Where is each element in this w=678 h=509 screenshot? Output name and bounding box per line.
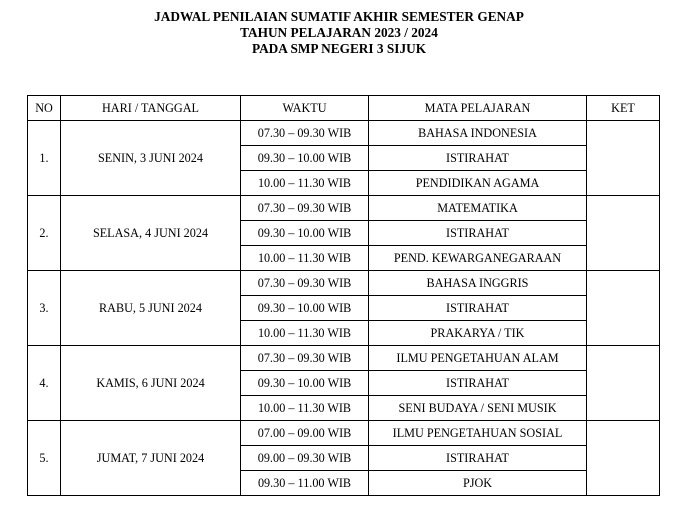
table-row xyxy=(28,196,660,221)
ket-cell xyxy=(587,271,660,346)
time-cell: 07.30 – 09.30 WIB xyxy=(241,121,369,146)
subject-cell: BAHASA INDONESIA xyxy=(369,121,587,146)
time-cell: 09.30 – 10.00 WIB xyxy=(241,296,369,321)
time-cell: 10.00 – 11.30 WIB xyxy=(241,171,369,196)
ket-cell xyxy=(587,121,660,196)
time-cell: 09.30 – 10.00 WIB xyxy=(241,146,369,171)
document-title-line-3: PADA SMP NEGERI 3 SIJUK xyxy=(251,41,427,56)
ket-cell xyxy=(587,421,660,496)
time-cell: 07.30 – 09.30 WIB xyxy=(241,271,369,296)
time-cell: 09.30 – 10.00 WIB xyxy=(241,221,369,246)
exam-schedule-table xyxy=(27,95,660,496)
day-date: RABU, 5 JUNI 2024 xyxy=(61,271,241,346)
time-cell: 09.00 – 09.30 WIB xyxy=(241,446,369,471)
header-day-date: HARI / TANGGAL xyxy=(61,96,241,121)
day-date: SELASA, 4 JUNI 2024 xyxy=(61,196,241,271)
subject-cell: SENI BUDAYA / SENI MUSIK xyxy=(369,396,587,421)
header-time: WAKTU xyxy=(241,96,369,121)
subject-cell: ILMU PENGETAHUAN ALAM xyxy=(369,346,587,371)
subject-cell: ISTIRAHAT xyxy=(369,371,587,396)
time-cell: 09.30 – 11.00 WIB xyxy=(241,471,369,496)
subject-cell: BAHASA INGGRIS xyxy=(369,271,587,296)
document-title-line-2: TAHUN PELAJARAN 2023 / 2024 xyxy=(240,25,438,40)
row-number: 4. xyxy=(28,346,61,421)
subject-cell: PENDIDIKAN AGAMA xyxy=(369,171,587,196)
day-date: SENIN, 3 JUNI 2024 xyxy=(61,121,241,196)
time-cell: 10.00 – 11.30 WIB xyxy=(241,246,369,271)
subject-cell: PJOK xyxy=(369,471,587,496)
time-cell: 07.00 – 09.00 WIB xyxy=(241,421,369,446)
subject-cell: ISTIRAHAT xyxy=(369,221,587,246)
subject-cell: MATEMATIKA xyxy=(369,196,587,221)
ket-cell xyxy=(587,196,660,271)
row-number: 1. xyxy=(28,121,61,196)
table-row xyxy=(28,271,660,296)
subject-cell: ISTIRAHAT xyxy=(369,146,587,171)
document-title-line-1: JADWAL PENILAIAN SUMATIF AKHIR SEMESTER GENAP xyxy=(154,9,524,24)
header-no: NO xyxy=(28,96,61,121)
time-cell: 09.30 – 10.00 WIB xyxy=(241,371,369,396)
table-header-row xyxy=(28,96,660,121)
header-ket: KET xyxy=(587,96,660,121)
day-date: JUMAT, 7 JUNI 2024 xyxy=(61,421,241,496)
day-date: KAMIS, 6 JUNI 2024 xyxy=(61,346,241,421)
header-subject: MATA PELAJARAN xyxy=(369,96,587,121)
time-cell: 07.30 – 09.30 WIB xyxy=(241,346,369,371)
time-cell: 10.00 – 11.30 WIB xyxy=(241,321,369,346)
row-number: 5. xyxy=(28,421,61,496)
time-cell: 07.30 – 09.30 WIB xyxy=(241,196,369,221)
table-row xyxy=(28,421,660,446)
time-cell: 10.00 – 11.30 WIB xyxy=(241,396,369,421)
subject-cell: ISTIRAHAT xyxy=(369,446,587,471)
table-row xyxy=(28,121,660,146)
subject-cell: PEND. KEWARGANEGARAAN xyxy=(369,246,587,271)
subject-cell: ILMU PENGETAHUAN SOSIAL xyxy=(369,421,587,446)
subject-cell: PRAKARYA / TIK xyxy=(369,321,587,346)
subject-cell: ISTIRAHAT xyxy=(369,296,587,321)
row-number: 3. xyxy=(28,271,61,346)
row-number: 2. xyxy=(28,196,61,271)
table-row xyxy=(28,346,660,371)
ket-cell xyxy=(587,346,660,421)
